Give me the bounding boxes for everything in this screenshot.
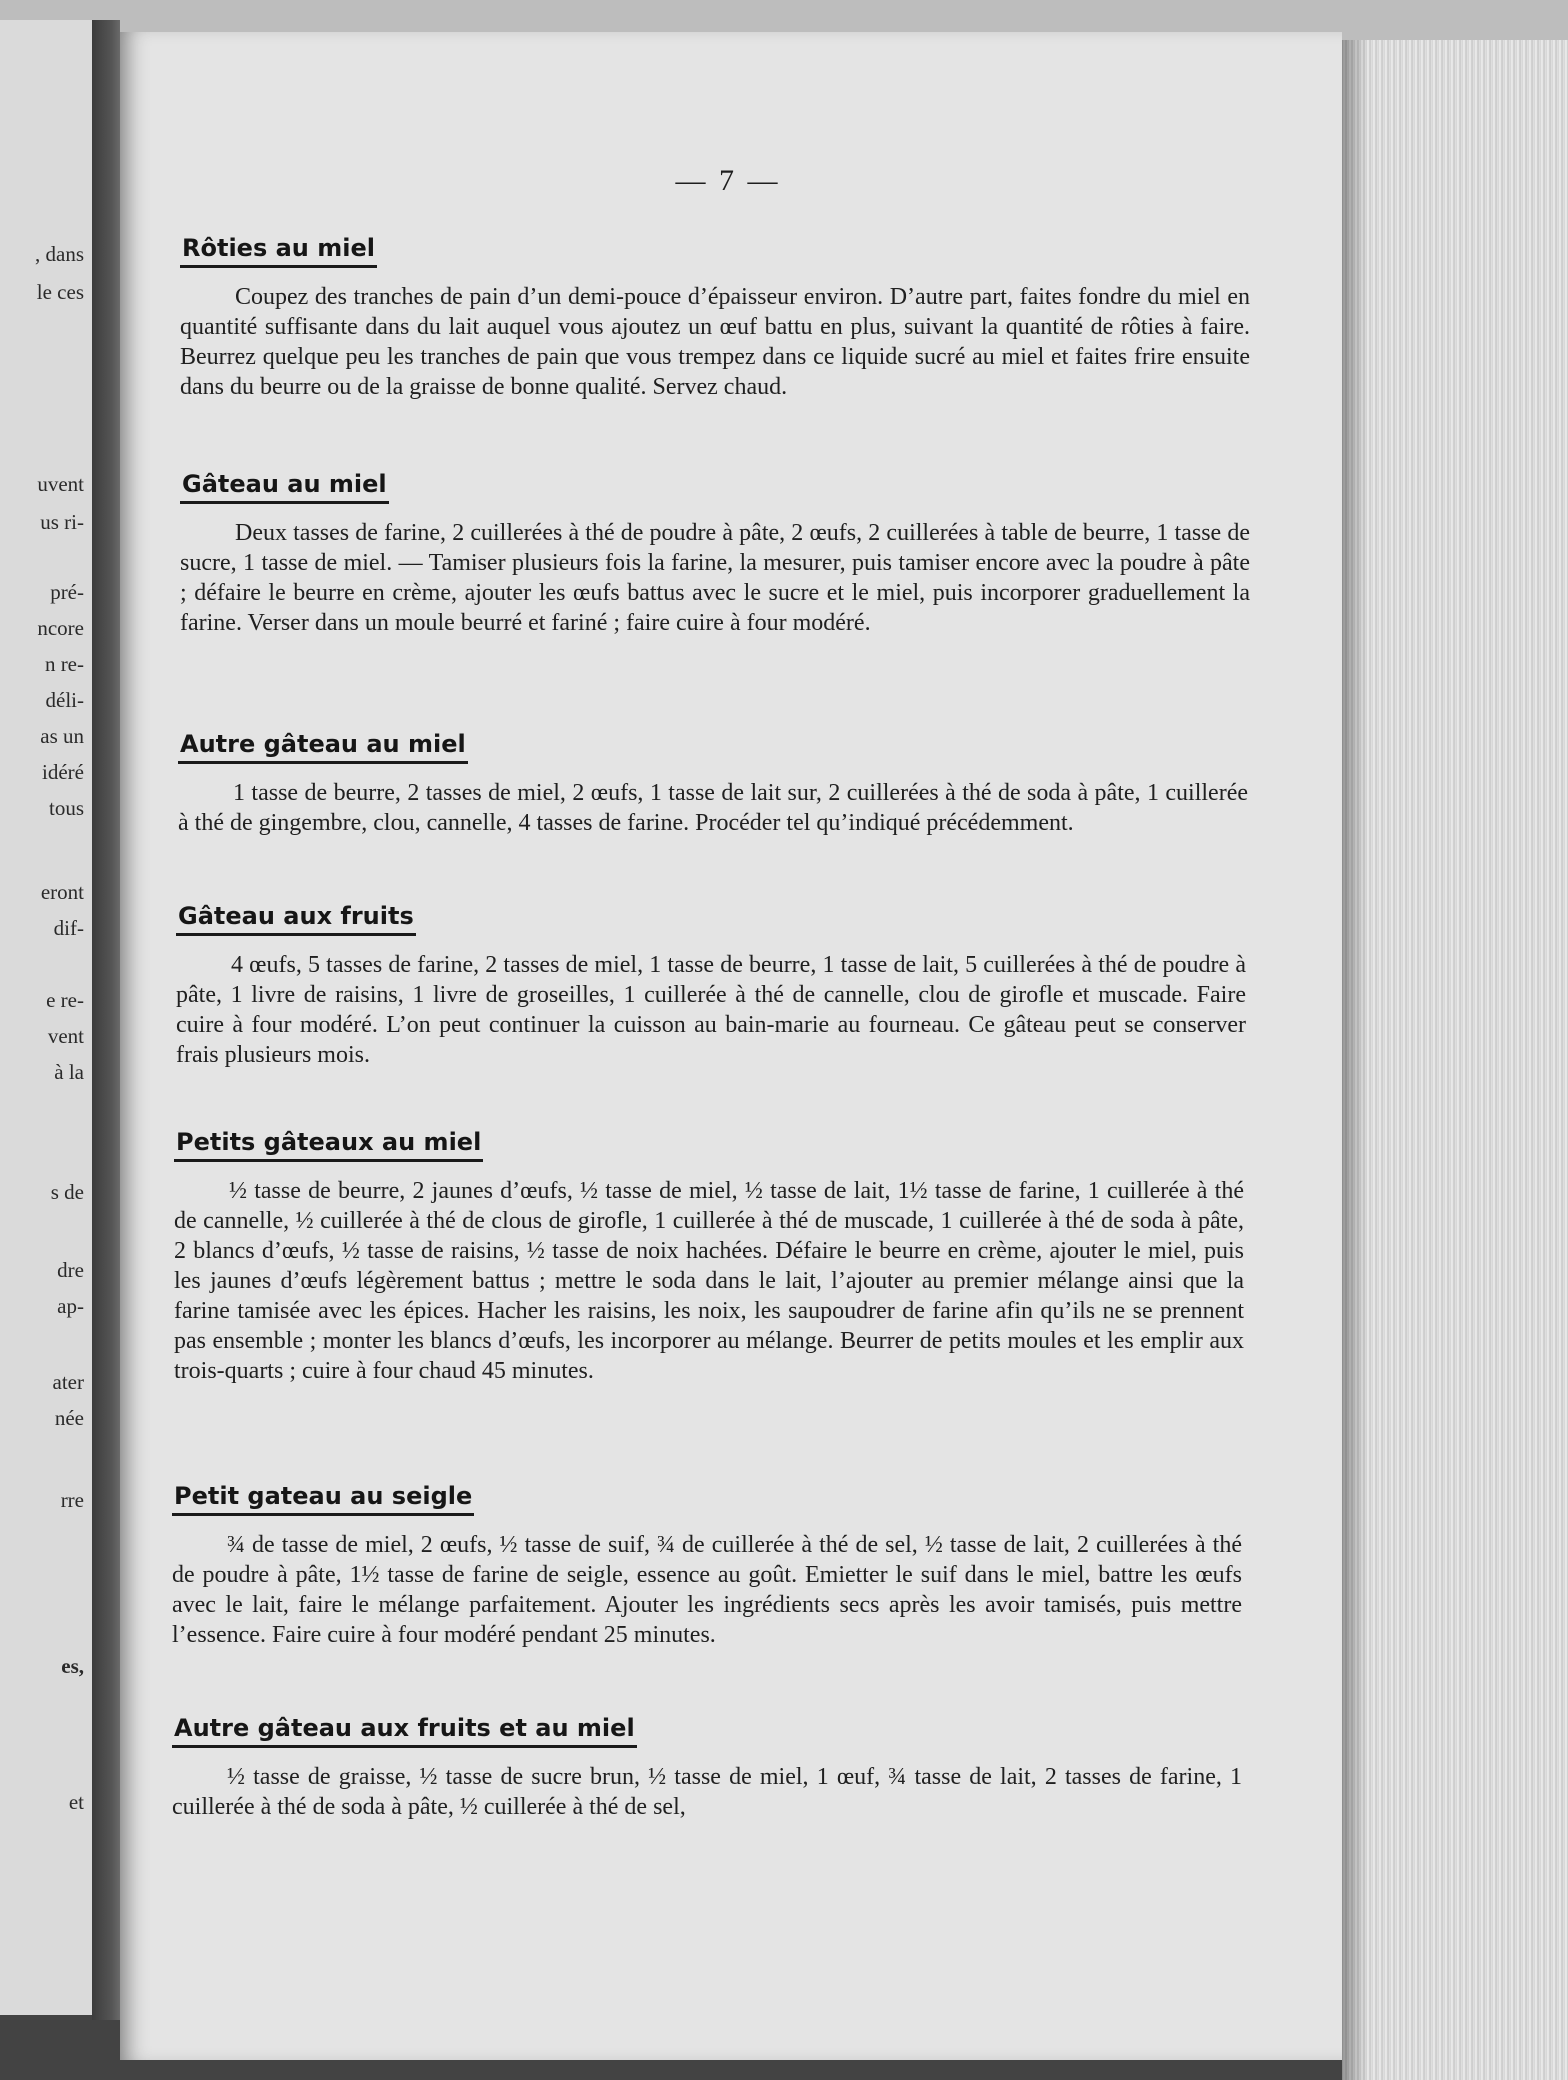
left-page-text-fragment: ncore (37, 616, 84, 640)
left-page-text-fragment: uvent (37, 472, 84, 496)
recipe-petits-gateaux-au-miel (174, 1128, 1244, 1386)
left-page-text-fragment: tous (48, 796, 84, 820)
left-page-text-fragment: née (54, 1406, 84, 1430)
left-page-text-fragment: n re- (44, 652, 84, 676)
page-number: — 7 — (675, 164, 781, 197)
left-page-text-fragment: es, (61, 1654, 84, 1678)
left-page-text-fragment: pré- (50, 580, 84, 604)
recipe-text: ¾ de tasse de miel, 2 œufs, ½ tasse de suif, ¾ de cuillerée à thé de sel, ½ tasse de lait, 2 cuillerées à thé de poudre à pâte, 1½ tasse de farine de seigle, essence au goût. Emietter le suif dans le miel, battre les œufs avec le lait, faire le mélange parfaitement. Ajouter les ingrédients secs après les avoir tamisés, puis mettre l’essence. Faire cuire à four modéré pendant 25 minutes. (172, 1532, 1242, 1648)
left-page-text-fragment: vent (47, 1024, 84, 1048)
left-page-text-fragment: us ri- (40, 510, 84, 534)
recipe-text: Coupez des tranches de pain d’un demi-pouce d’épaisseur environ. D’autre part, faites fondre du miel en quantité suffisante dans du lait auquel vous ajoutez un œuf battu en plus, suivant la quantité de rôties à faire. Beurrez quelque peu les tranches de pain que vous trempez dans ce liquide sucré au miel et faites frire ensuite dans du beurre ou de la graisse de bonne qualité. Servez chaud. (180, 284, 1250, 400)
recipe-autre-gateau-au-miel (178, 730, 1248, 838)
left-page-text-fragment: ater (52, 1370, 84, 1394)
recipe-title: Autre gâteau aux fruits et au miel (172, 1714, 637, 1748)
left-page-text-fragment: à la (54, 1060, 84, 1084)
left-page-text-fragment: déli- (45, 688, 84, 712)
left-page-margin (0, 20, 92, 2015)
recipe-title: Autre gâteau au miel (178, 730, 468, 764)
left-page-text-fragment: e re- (46, 988, 84, 1012)
recipe-text: ½ tasse de beurre, 2 jaunes d’œufs, ½ tasse de miel, ½ tasse de lait, 1½ tasse de farine, 1 cuillerée à thé de cannelle, ½ cuillerée à thé de clous de girofle, 1 cuillerée à thé de muscade, 1 cuillerée à thé de soda à pâte, 2 blancs d’œufs, ½ tasse de raisins, ½ tasse de noix hachées. Défaire le beurre en crème, ajouter le miel, puis les jaunes d’œufs légèrement battus ; mettre le soda dans le lait, l’ajouter au premier mélange ainsi que la farine tamisée avec les épices. Hacher les raisins, les noix, les saupoudrer de farine afin qu’ils ne se prennent pas ensemble ; monter les blancs d’œufs, les incorporer au mélange. Beurrer de petits moules et les emplir aux trois-quarts ; cuire à four chaud 45 minutes. (174, 1178, 1244, 1384)
recipe-roties-au-miel (180, 234, 1250, 402)
left-page-text-fragment: as un (40, 724, 84, 748)
left-page-text-fragment: , dans (35, 242, 84, 266)
recipe-title: Gâteau au miel (180, 470, 389, 504)
left-page-text-fragment: dif- (53, 916, 84, 940)
page-stack-edge (1342, 40, 1568, 2080)
left-page-text-fragment: s de (50, 1180, 84, 1204)
left-page-text-fragment: et (68, 1790, 84, 1814)
left-page-text-fragment: rre (60, 1488, 84, 1512)
left-page-text-fragment: eront (40, 880, 84, 904)
recipe-text: 4 œufs, 5 tasses de farine, 2 tasses de miel, 1 tasse de beurre, 1 tasse de lait, 5 cuillerées à thé de poudre à pâte, 1 livre de raisins, 1 livre de groseilles, 1 cuillerée à thé de cannelle, clou de girofle et muscade. Faire cuire à four modéré. L’on peut continuer la cuisson au bain-marie au fourneau. Ce gâteau peut se conserver frais plusieurs mois. (176, 952, 1246, 1068)
left-page-text-fragment: dre (57, 1258, 84, 1282)
recipe-gateau-au-miel (180, 470, 1250, 638)
recipe-title: Gâteau aux fruits (176, 902, 416, 936)
left-page-text-fragment: le ces (36, 280, 84, 304)
recipe-petit-gateau-au-seigle (172, 1482, 1242, 1650)
book-gutter (92, 20, 120, 2020)
left-page-text-fragment: ap- (57, 1294, 84, 1318)
recipe-title: Petits gâteaux au miel (174, 1128, 483, 1162)
recipe-text: ½ tasse de graisse, ½ tasse de sucre brun, ½ tasse de miel, 1 œuf, ¾ tasse de lait, 2 tasses de farine, 1 cuillerée à thé de soda à pâte, ½ cuillerée à thé de sel, (172, 1764, 1242, 1820)
page-edge-shadow (1342, 40, 1368, 2080)
recipe-title: Petit gateau au seigle (172, 1482, 474, 1516)
recipe-title: Rôties au miel (180, 234, 377, 268)
recipe-autre-gateau-aux-fruits-et-au-miel (172, 1714, 1242, 1822)
left-page-text-fragment: idéré (42, 760, 84, 784)
recipe-text: Deux tasses de farine, 2 cuillerées à thé de poudre à pâte, 2 œufs, 2 cuillerées à table de beurre, 1 tasse de sucre, 1 tasse de miel. — Tamiser plusieurs fois la farine, la mesurer, puis tamiser encore avec la poudre à pâte ; défaire le beurre en crème, ajouter les œufs battus avec le sucre et le miel, puis incorporer graduellement la farine. Verser dans un moule beurré et fariné ; faire cuire à four modéré. (180, 520, 1250, 636)
recipe-text: 1 tasse de beurre, 2 tasses de miel, 2 œufs, 1 tasse de lait sur, 2 cuillerées à thé de soda à pâte, 1 cuillerée à thé de gingembre, clou, cannelle, 4 tasses de farine. Procéder tel qu’indiqué précédemment. (178, 780, 1248, 836)
recipe-gateau-aux-fruits (176, 902, 1246, 1070)
